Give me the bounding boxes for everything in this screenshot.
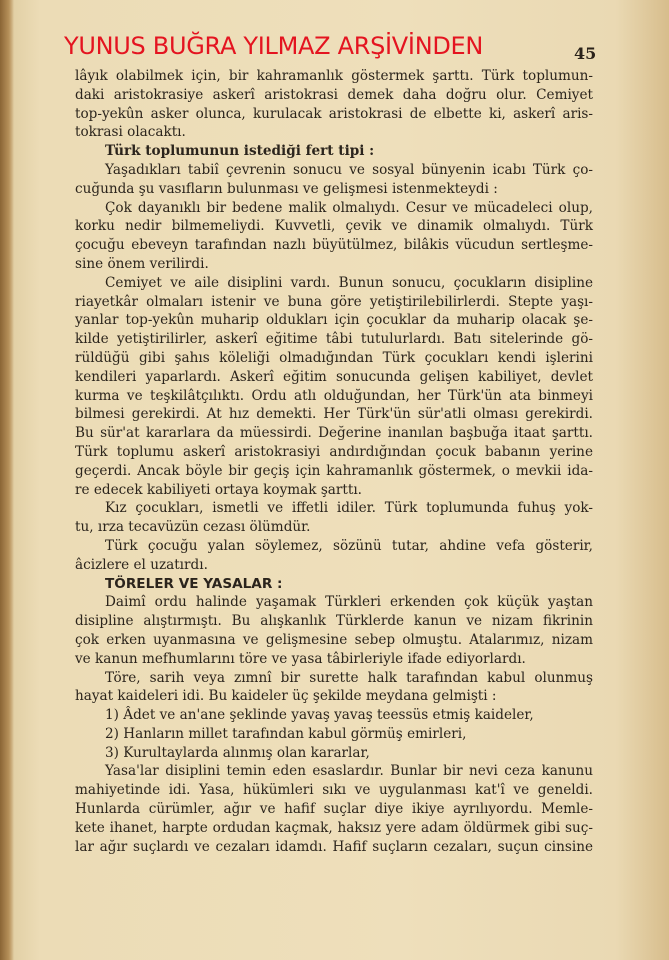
text-line: daki aristokrasiye askerî aristokrasi demek daha doğru olur. Cemiyet <box>75 86 593 103</box>
text-line: çocuğu ebeveyn tarafından nazlı büyütülmez, bilâkis vücudun sertleşme- <box>75 237 593 254</box>
text-line: tu, ırza tecavüzün cezası ölümdür. <box>75 519 311 536</box>
text-line: âcizlere el uzatırdı. <box>75 556 208 573</box>
text-line: ve kanun mefhumlarını töre ve yasa tâbirleriyle ifade ediyorlardı. <box>75 650 526 667</box>
list-item: 2) Hanların millet tarafından kabul görmüş emirleri, <box>105 725 467 742</box>
text-line: geçerdi. Ancak böyle bir geçiş için kahramanlık göstermek, o mevkii ida- <box>75 462 593 479</box>
page-number: 45 <box>574 44 597 63</box>
body-text <box>75 67 593 856</box>
text-line: disipline alıştırmıştı. Bu alışkanlık Türklerde kanun ve nizam fikrinin <box>75 613 593 630</box>
text-line: bilmesi gerekirdi. At hız demekti. Her Türk'ün sür'atli olması gerekirdi. <box>75 406 593 423</box>
text-line: cuğunda şu vasıfların bulunması ve gelişmesi istenmekteydi : <box>75 180 498 197</box>
text-line: hayat kaideleri idi. Bu kaideler üç şekilde meydana gelmişti : <box>75 688 497 705</box>
list-item: 1) Âdet ve an'ane şeklinde yavaş yavaş teessüs etmiş kaideler, <box>105 707 534 724</box>
text-line: kendileri yaparlardı. Askerî eğitim sonucunda gelişen kabiliyet, devlet <box>75 368 593 385</box>
book-spine-shadow <box>0 0 14 960</box>
text-line: Türk çocuğu yalan söylemez, sözünü tutar, ahdine vefa gösterir, <box>105 537 593 554</box>
section-heading: TÖRELER VE YASALAR : <box>105 575 283 592</box>
list-item: 3) Kurultaylarda alınmış olan kararlar, <box>105 744 370 761</box>
text-line: yanlar top-yekûn muharip oldukları için çocuklar da muharip olacak şe- <box>75 312 593 329</box>
text-line: riayetkâr olmaları istenir ve buna göre yetiştirilebilirlerdi. Stepte yaşı- <box>75 293 593 310</box>
text-line: korku nedir bilmemeliydi. Kuvvetli, çevik ve dinamik olmalıydı. Türk <box>75 218 593 235</box>
text-line: Cemiyet ve aile disiplini vardı. Bunun sonucu, çocukların disipline <box>105 274 593 291</box>
archive-watermark: YUNUS BUĞRA YILMAZ ARŞİVİNDEN <box>64 32 484 60</box>
section-heading: Türk toplumunun istediği fert tipi : <box>105 143 375 160</box>
text-line: sine önem verilirdi. <box>75 255 209 272</box>
text-line: tokrasi olacaktı. <box>75 124 186 141</box>
text-line: lar ağır suçlardı ve cezaları idamdı. Hafif suçların cezaları, suçun cinsine <box>75 838 593 855</box>
text-line: kurma ve teşkilâtçılıktı. Ordu atlı olduğundan, her Türk'ün ata binmeyi <box>75 387 593 404</box>
text-line: Hunlarda cürümler, ağır ve hafif suçlar diye ikiye ayrılıyordu. Memle- <box>75 801 593 818</box>
text-line: kilde yetiştirilirler, askerî eğitime tâbi tutulurlardı. Batı sitelerinde gö- <box>75 331 593 348</box>
text-line: Çok dayanıklı bir bedene malik olmalıydı. Cesur ve mücadeleci olup, <box>105 199 593 216</box>
text-line: Töre, sarih veya zımnî bir surette halk tarafından kabul olunmuş <box>105 669 593 686</box>
text-line: lâyık olabilmek için, bir kahramanlık göstermek şarttı. Türk toplumun- <box>75 68 593 84</box>
text-line: Yasa'lar disiplini temin eden esaslardır. Bunlar bir nevi ceza kanunu <box>105 763 593 780</box>
text-line: çok erken uyanmasına ve gelişmesine sebep olmuştu. Atalarımız, nizam <box>75 631 593 648</box>
text-line: kete ihanet, harpte ordudan kaçmak, haksız yere adam öldürmek gibi suç- <box>75 819 593 836</box>
text-line: top-yekûn asker olunca, kurulacak aristokrasi de elbette ki, askerî aris- <box>75 105 593 122</box>
text-line: re edecek kabiliyeti ortaya koymak şarttı. <box>75 481 362 498</box>
text-line: Kız çocukları, ismetli ve iffetli idiler. Türk toplumunda fuhuş yok- <box>105 500 593 517</box>
text-line: Yaşadıkları tabiî çevrenin sonucu ve sosyal bünyenin icabı Türk ço- <box>105 161 593 178</box>
text-line: Türk toplumu askerî aristokrasiyi andırdığından çocuk babanın yerine <box>75 443 593 460</box>
text-line: Daimî ordu halinde yaşamak Türkleri erkenden çok küçük yaştan <box>105 594 593 611</box>
text-line: rüldüğü gibi şahıs köleliği olmadığından Türk çocukları kendi işlerini <box>75 349 593 366</box>
text-line: Bu sür'at kararlara da müessirdi. Değerine inanılan başbuğa itaat şarttı. <box>75 425 593 442</box>
text-line: mahiyetinde idi. Yasa, hükümleri sıkı ve uygulanması kat'î ve geneldi. <box>75 782 593 799</box>
